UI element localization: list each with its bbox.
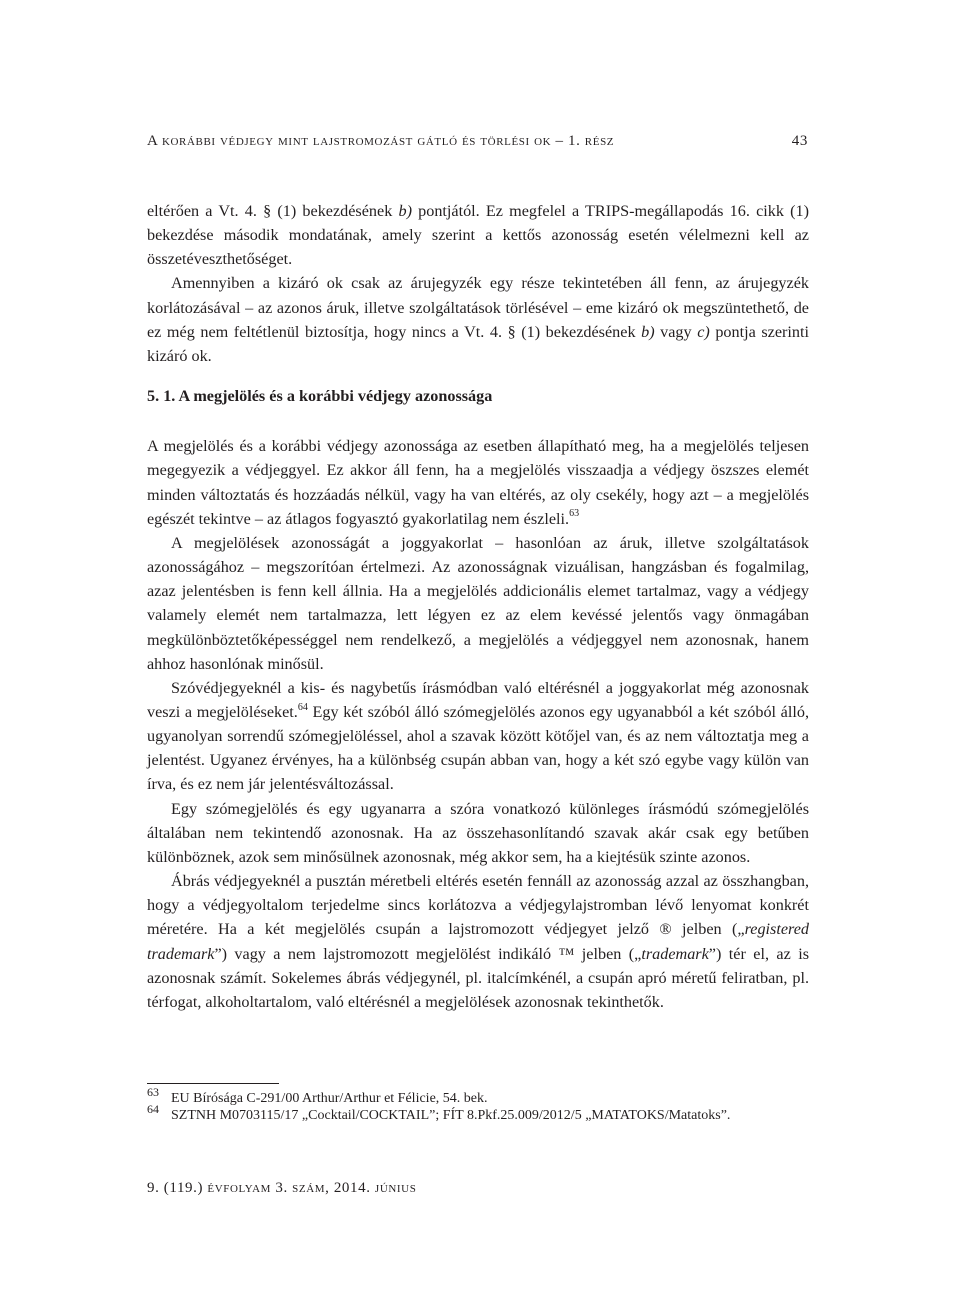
page-number: 43 <box>791 133 808 149</box>
paragraph-4: A megjelölések azonosságát a joggyakorlat – hasonlóan az áruk, illetve szolgáltatások azonosságához – megszorítóan értelmezi. Az azonosságnak vizuálisan, hangzásban és fogalmilag, azaz jelentésben is fenn kell állnia. Ha a megjelölés addicionális elemet tartalmaz, vagy a védjegy valamely elemét nem tartalmazza, lett légyen ez az elem kevéssé jelentős vagy önmagában megkülönböztetőképességgel nem rendelkező, a megjelölés a védjeggyel nem azonosnak, hanem ahhoz hasonlónak minősül. <box>147 533 809 673</box>
footnote-text: SZTNH M0703115/17 „Cocktail/COCKTAIL”; FÍT 8.Pkf.25.009/2012/5 „MATATOKS/Matatoks”. <box>171 1108 731 1123</box>
p7-italic-b: registered trademark <box>147 920 809 963</box>
paragraph-5 <box>147 676 809 797</box>
p7-italic-d: trademark <box>641 944 709 963</box>
running-header <box>147 133 809 150</box>
document-page <box>147 0 809 1298</box>
paragraph-6: Egy szómegjelölés és egy ugyanarra a szóra vonatkozó különleges írásmódú szómegjelölés általában nem tekintendő azonosnak. Ha az összehasonlítandó szavak akár csak egy betűben különböznek, azok sem minősülnek azonosnak, még akkor sem, ha a kiejtésük szinte azonos. <box>147 799 809 866</box>
footnote-ref-63[interactable]: 63 <box>569 508 580 520</box>
footnote-divider <box>147 1083 279 1084</box>
footnote-63 <box>147 1085 809 1107</box>
p7-text-c: ”) vagy a nem lajstromozott megjelölést indikáló ™ jelben („ <box>214 944 642 963</box>
p5-text-a: Szóvédjegyeknél a kis- és nagybetűs írásmódban való eltérésnél a joggyakorlat még azonosnak veszi a megjelöléseket. <box>147 678 809 721</box>
paragraph-3 <box>147 434 809 531</box>
paragraph-1 <box>147 199 809 271</box>
p5-text-b: Egy két szóból álló szómegjelölés azonos egy ugyanabból a két szóból álló, ugyanolyan sorrendű szómegjelöléssel, ahol a szavak között kötőjel van, és az nem változtatja meg a jelentést. Ugyanez érvényes, ha a különbség csupán abban van, hogy a két szó egybe vagy külön van írva, és ez nem jár jelentésváltozással. <box>147 702 810 794</box>
footnote-ref-64[interactable]: 64 <box>297 701 308 713</box>
p2-text-e: pontja szerinti kizáró ok. <box>147 322 809 365</box>
p2-text-c: vagy <box>654 322 698 341</box>
footnote-text: EU Bírósága C-291/00 Arthur/Arthur et Félicie, 54. bek. <box>171 1091 488 1106</box>
footnotes <box>147 1085 809 1124</box>
body-text <box>147 199 809 1014</box>
footnote-number: 63 <box>147 1085 159 1099</box>
p2-italic-b: b) <box>641 322 655 341</box>
running-footer: 9. (119.) évfolyam 3. szám, 2014. június <box>147 1180 417 1196</box>
p1-text-c: pontjától. Ez megfelel a TRIPS-megállapodás 16. cikk (1) bekezdése második mondatának, amely szerint a kettős azonosság esetén vélelmezni kell az összetéveszthetőséget. <box>147 202 809 269</box>
footnote-number: 64 <box>147 1102 159 1116</box>
running-title: A korábbi védjegy mint lajstromozást gátló és törlési ok – 1. rész <box>147 133 615 149</box>
paragraph-7 <box>147 869 809 1014</box>
p2-italic-d: c) <box>697 322 710 341</box>
p7-text-a: Ábrás védjegyeknél a pusztán méretbeli eltérés esetén fennáll az azonosság azzal az összhangban, hogy a védjegyoltalom terjedelme sincs korlátozva a védjegylajstromban lévő lenyomat konkrét méretére. Ha a két megjelölés csupán a lajstromozott védjegyet jelző ® jelben („ <box>147 872 809 939</box>
p3-text-a: A megjelölés és a korábbi védjegy azonossága az esetben állapítható meg, ha a megjelölés teljesen megegyezik a védjeggyel. Ez akkor áll fenn, ha a megjelölés visszaadja a védjegy öszszes elemét minden változtatás és hozzáadás nélkül, vagy ha van eltérés, az oly csekély, hogy azt – a megjelölés egészét tekintve – az átlagos fogyasztó gyakorlatilag nem észleli. <box>147 437 809 528</box>
paragraph-2 <box>147 271 809 368</box>
footnote-64 <box>147 1102 809 1124</box>
section-heading: 5. 1. A megjelölés és a korábbi védjegy azonossága <box>147 387 493 406</box>
p1-text-a: eltérően a Vt. 4. § (1) bekezdésének <box>147 202 399 220</box>
p1-italic-b: b) <box>398 202 412 220</box>
p2-text-a: Amennyiben a kizáró ok csak az árujegyzék egy része tekintetében áll fenn, az árujegyzék korlátozásával – az azonos áruk, illetve szolgáltatások törlésével – eme kizáró ok megszüntethető, de ez még nem feltétlenül biztosítja, hogy nincs a Vt. 4. § (1) bekezdésének <box>147 274 809 341</box>
p7-text-e: ”) tér el, az is azonosnak számít. Sokelemes ábrás védjegynél, pl. italcímkénél, a csupán apró méretű feliratban, pl. térfogat, alkoholtartalom, való eltérésnél a megjelölések azonosnak tekinthetők. <box>147 944 809 1011</box>
